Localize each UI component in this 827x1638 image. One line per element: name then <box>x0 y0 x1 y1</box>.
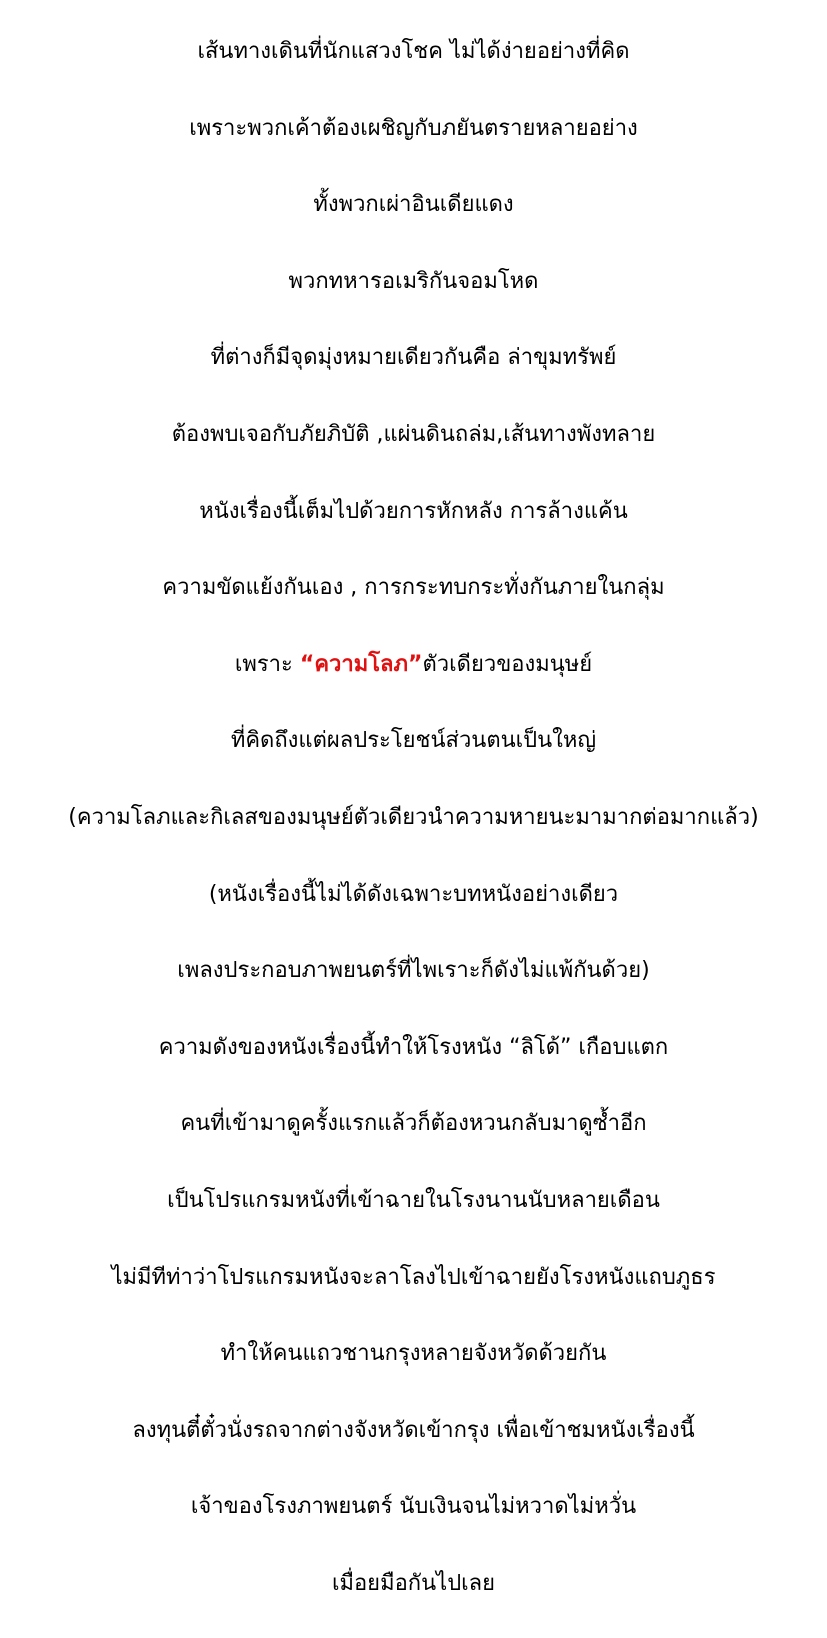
text-line: ความขัดแย้งกันเอง , การกระทบกระทั่งกันภายในกลุ่ม <box>162 575 665 601</box>
text-line: เพราะพวกเค้าต้องเผชิญกับภยันตรายหลายอย่าง <box>189 115 638 141</box>
text-line: เส้นทางเดินที่นักแสวงโชค ไม่ได้ง่ายอย่างที่คิด <box>197 39 630 64</box>
text-line: ต้องพบเจอกับภัยภิบัติ ,แผ่นดินถล่ม,เส้นทางพังทลาย <box>171 421 656 447</box>
text-line: หนังเรื่องนี้เต็มไปด้วยการหักหลัง การล้างแค้น <box>199 498 628 524</box>
text-line: (ความโลภและกิเลสของมนุษย์ตัวเดียวนำความหายนะมามากต่อมากแล้ว) <box>68 804 759 830</box>
text-line: ที่ต่างก็มีจุดมุ่งหมายเดียวกันคือ ล่าขุมทรัพย์ <box>210 345 617 371</box>
text-line: (หนังเรื่องนี้ไม่ได้ดังเฉพาะบทหนังอย่างเดียว <box>208 881 619 907</box>
text-line: เพลงประกอบภาพยนตร์ที่ไพเราะก็ดังไม่แพ้กันด้วย) <box>177 958 650 984</box>
text-line: ทั้งพวกเผ่าอินเดียแดง <box>313 192 514 218</box>
text-line: ที่คิดถึงแต่ผลประโยชน์ส่วนตนเป็นใหญ่ <box>230 728 597 754</box>
text-line: เป็นโปรแกรมหนังที่เข้าฉายในโรงนานนับหลายเดือน <box>167 1187 660 1213</box>
text-line: ไม่มีทีท่าว่าโปรแกรมหนังจะลาโลงไปเข้าฉายยังโรงหนังแถบภูธร <box>111 1264 716 1290</box>
text-segment: ตัวเดียวของมนุษย์ <box>422 651 593 677</box>
text-line: ความดังของหนังเรื่องนี้ทำให้โรงหนัง “ลิโด้” เกือบแตก <box>158 1034 669 1060</box>
highlighted-phrase: “ความโลภ” <box>299 651 423 677</box>
text-line: ทำให้คนแถวชานกรุงหลายจังหวัดด้วยกัน <box>220 1341 607 1367</box>
text-line: คนที่เข้ามาดูครั้งแรกแล้วก็ต้องหวนกลับมาดูซ้ำอีก <box>180 1111 647 1137</box>
text-line-with-highlight <box>0 643 827 698</box>
text-line: เจ้าของโรงภาพยนตร์ นับเงินจนไม่หวาดไม่หวั่น <box>190 1494 637 1520</box>
text-line: เมื่อยมือกันไปเลย <box>331 1570 496 1596</box>
text-line: ลงทุนตี๋ตั๋วนั่งรถจากต่างจังหวัดเข้ากรุง เพื่อเข้าชมหนังเรื่องนี้ <box>132 1417 695 1443</box>
text-line: พวกทหารอเมริกันจอมโหด <box>288 268 539 294</box>
text-segment: เพราะ <box>234 651 300 677</box>
text-body <box>0 8 827 1638</box>
